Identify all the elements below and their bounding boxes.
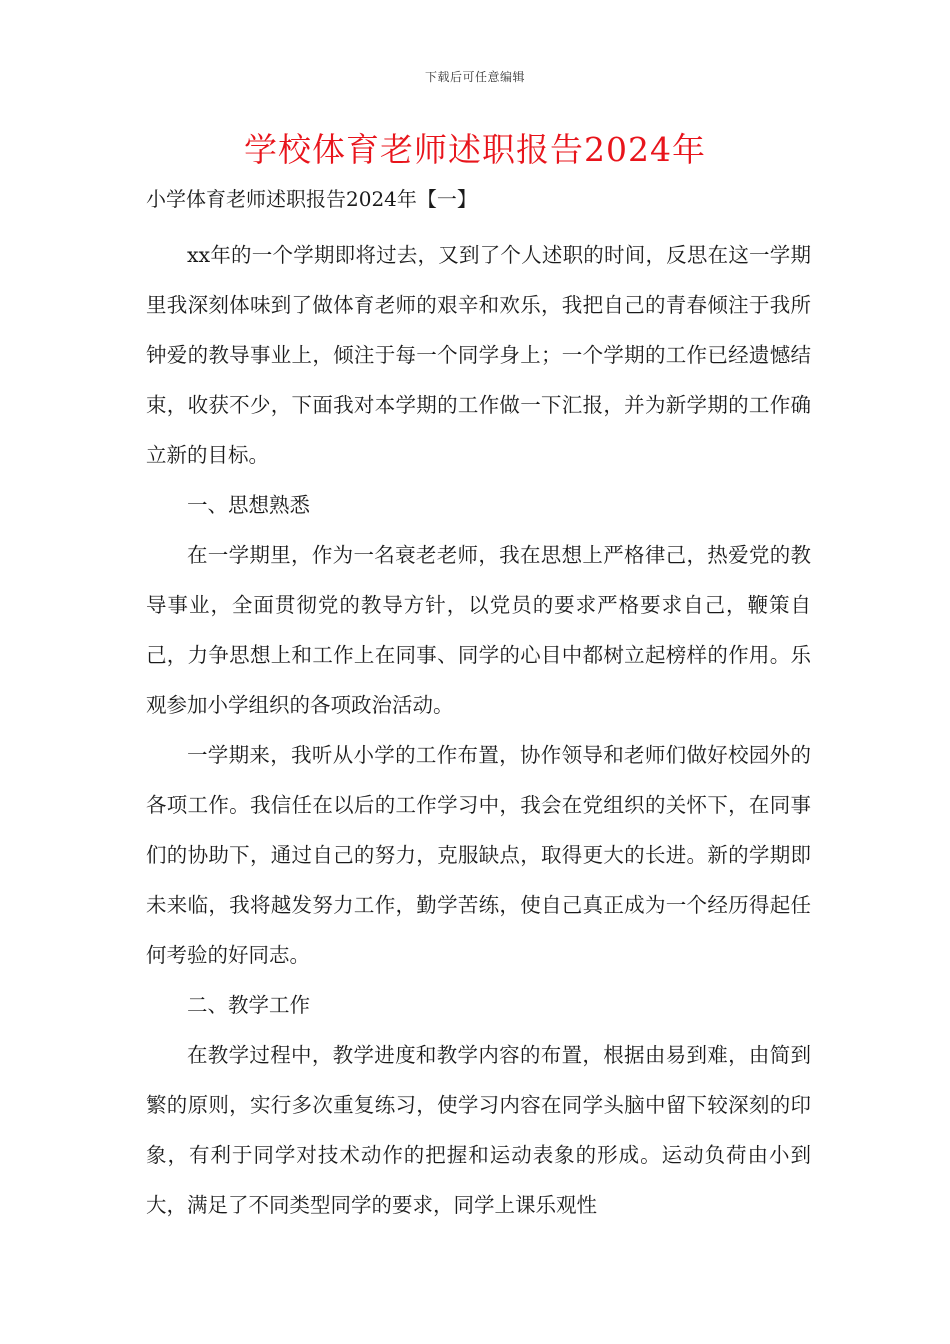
- document-body: [146, 230, 811, 1230]
- document-title: 学校体育老师述职报告2024年: [244, 130, 706, 169]
- paragraph-teaching: 在教学过程中，教学进度和教学内容的布置，根据由易到难，由简到繁的原则，实行多次重复练习，使学习内容在同学头脑中留下较深刻的印象，有利于同学对技术动作的把握和运动表象的形成。运动负荷由小到大，满足了不同类型同学的要求，同学上课乐观性: [146, 1043, 811, 1217]
- section-heading-thought: 一、思想熟悉: [187, 493, 310, 517]
- section-heading-teaching: 二、教学工作: [187, 993, 310, 1017]
- paragraph-thought: 在一学期里，作为一名衰老老师，我在思想上严格律己，热爱党的教导事业，全面贯彻党的教导方针，以党员的要求严格要求自己，鞭策自己，力争思想上和工作上在同事、同学的心目中都树立起榜样的作用。乐观参加小学组织的各项政治活动。: [146, 543, 811, 717]
- document-subtitle: 小学体育老师述职报告2024年【一】: [146, 187, 477, 211]
- paragraph-intro: xx年的一个学期即将过去，又到了个人述职的时间，反思在这一学期里我深刻体味到了做体育老师的艰辛和欢乐，我把自己的青春倾注于我所钟爱的教导事业上，倾注于每一个同学身上；一个学期的工作已经遗憾结束，收获不少，下面我对本学期的工作做一下汇报，并为新学期的工作确立新的目标。: [146, 243, 811, 467]
- header-note: 下载后可任意编辑: [424, 70, 525, 84]
- paragraph-work-arrangement: 一学期来，我听从小学的工作布置，协作领导和老师们做好校园外的各项工作。我信任在以后的工作学习中，我会在党组织的关怀下，在同事们的协助下，通过自己的努力，克服缺点，取得更大的长进。新的学期即未来临，我将越发努力工作，勤学苦练，使自己真正成为一个经历得起任何考验的好同志。: [146, 743, 811, 967]
